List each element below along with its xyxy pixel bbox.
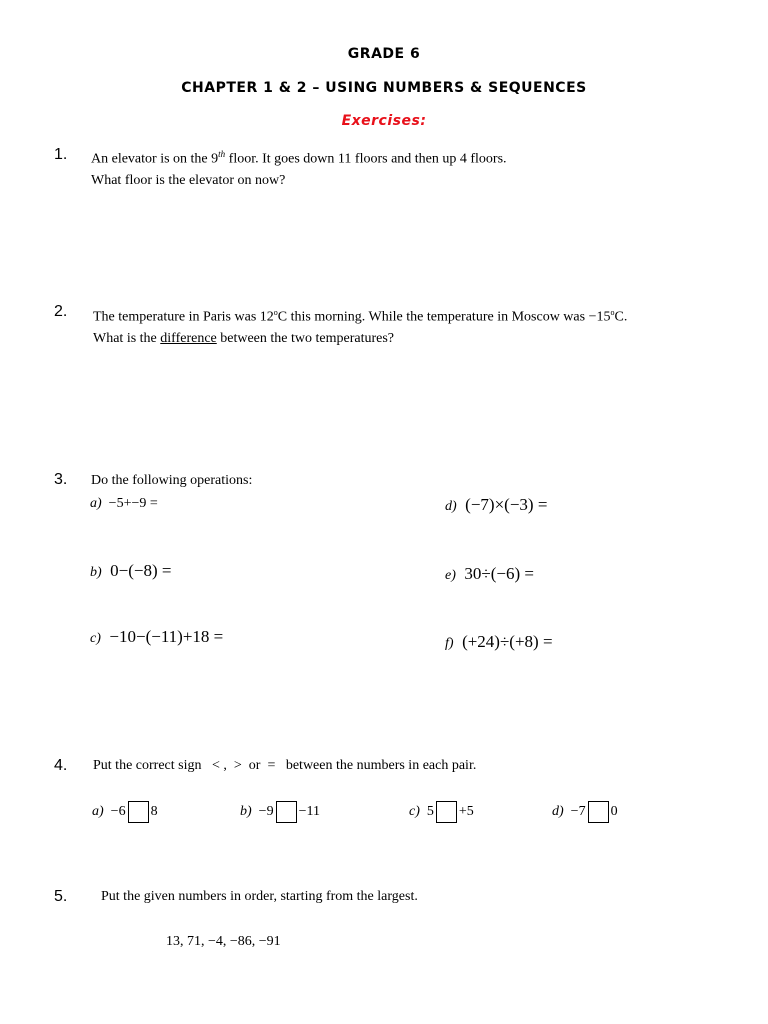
operation-c: c) −10−(−11)+18 = (90, 627, 224, 646)
question-5-number: 5. (54, 888, 68, 905)
question-4-intro: Put the correct sign < , > or = between the numbers in each pair. (93, 758, 477, 773)
operation-b: b) 0−(−8) = (90, 561, 172, 580)
question-1-number: 1. (54, 146, 68, 163)
question-1-line-1: An elevator is on the 9th floor. It goes down 11 floors and then up 4 floors. (91, 149, 507, 167)
pair-b: b) −9 −11 (240, 801, 320, 823)
question-2-number: 2. (54, 303, 68, 320)
question-2-line-1: The temperature in Paris was 12$^o$C this morning. While the temperature in Moscow was $-15^oC$. (93, 308, 628, 325)
operation-d: d) (−7)×(−3) = (445, 495, 548, 514)
grade-heading: GRADE 6 (347, 46, 421, 62)
pair-a: a) −6 8 (92, 801, 158, 823)
question-1-line-2: What floor is the elevator on now? (91, 172, 286, 188)
operation-e: e) 30÷(−6) = (445, 564, 534, 583)
question-5-intro: Put the given numbers in order, starting from the largest. (101, 889, 418, 904)
question-4-number: 4. (54, 757, 68, 774)
question-3-number: 3. (54, 471, 68, 488)
question-2-text (93, 302, 627, 349)
question-2-line-2: What is the difference between the two temperatures? (93, 330, 395, 346)
question-5-numbers: 13, 71, −4, −86, −91 (166, 934, 281, 949)
operation-f: f) (+24)÷(+8) = (445, 632, 553, 651)
pair-d: d) −7 0 (552, 801, 618, 823)
answer-box-c[interactable] (436, 801, 457, 823)
answer-box-a[interactable] (128, 801, 149, 823)
question-1-text (91, 144, 507, 191)
question-3-intro: Do the following operations: (91, 473, 253, 488)
answer-box-b[interactable] (276, 801, 297, 823)
exercises-heading: Exercises: (341, 113, 427, 129)
operation-a: a) −5+−9 = (90, 496, 158, 511)
pair-c: c) 5 +5 (409, 801, 474, 823)
chapter-heading: CHAPTER 1 & 2 – USING NUMBERS & SEQUENCES (181, 80, 587, 96)
answer-box-d[interactable] (588, 801, 609, 823)
